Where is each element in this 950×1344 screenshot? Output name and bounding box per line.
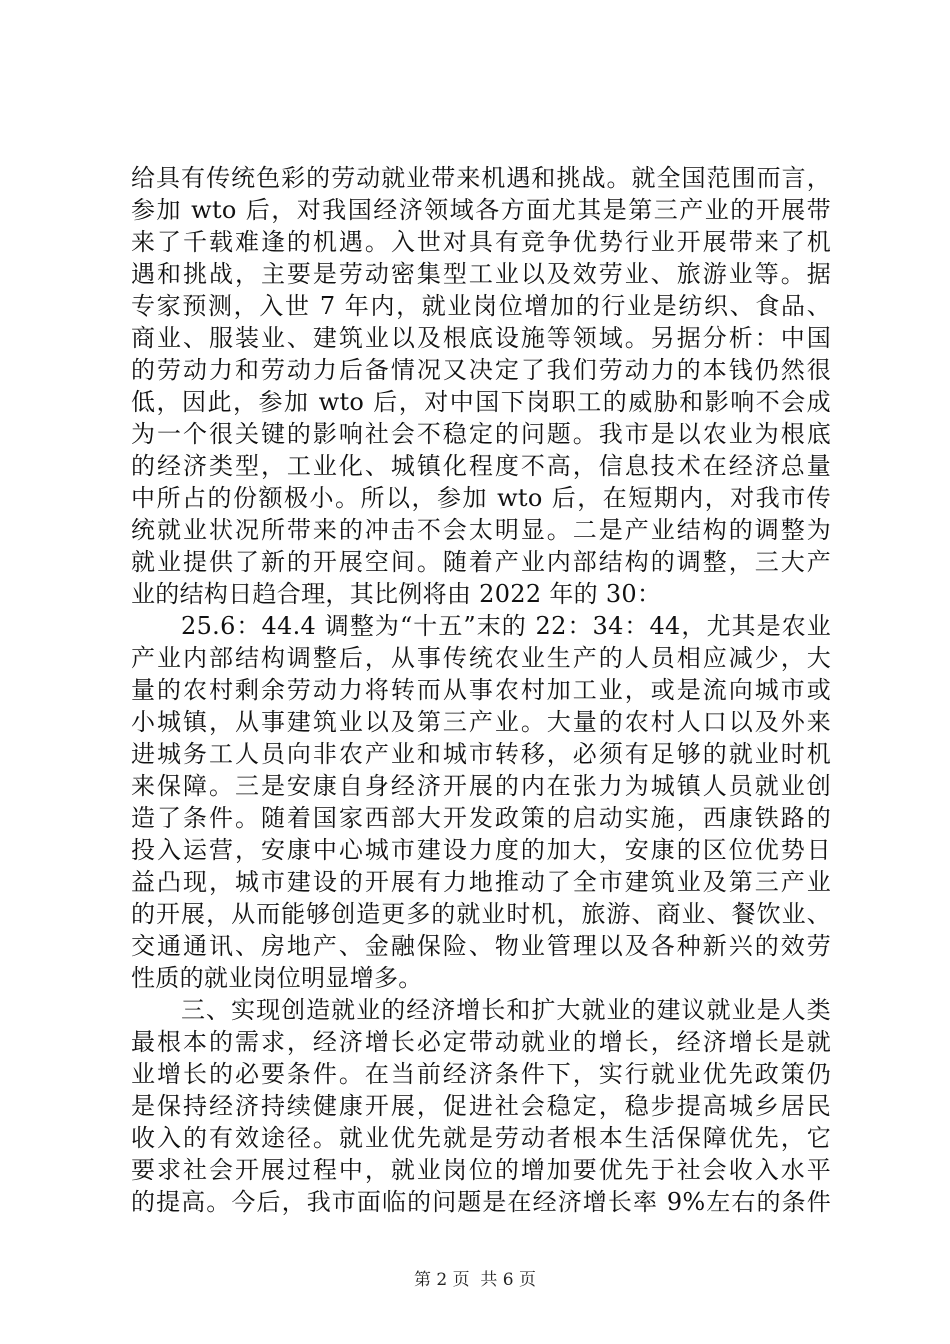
text-line: 中所占的份额极小。所以，参加 wto 后，在短期内，对我市传 bbox=[131, 484, 831, 512]
text-line: 收入的有效途径。就业优先就是劳动者根本生活保障优先，它 bbox=[131, 1124, 831, 1152]
text-line: 三、实现创造就业的经济增长和扩大就业的建议就业是人类 bbox=[181, 996, 831, 1024]
text-line: 是保持经济持续健康开展，促进社会稳定，稳步提高城乡居民 bbox=[131, 1092, 831, 1120]
text-line: 专家预测，入世 7 年内，就业岗位增加的行业是纺织、食品、 bbox=[131, 292, 831, 320]
text-line: 来了千载难逢的机遇。入世对具有竞争优势行业开展带来了机 bbox=[131, 228, 831, 256]
text-line: 来保障。三是安康自身经济开展的内在张力为城镇人员就业创 bbox=[131, 772, 831, 800]
text-line: 25.6：44.4 调整为“十五”末的 22：34：44，尤其是农业 bbox=[181, 612, 831, 640]
text-line: 参加 wto 后，对我国经济领域各方面尤其是第三产业的开展带 bbox=[131, 196, 831, 224]
text-line: 的劳动力和劳动力后备情况又决定了我们劳动力的本钱仍然很 bbox=[131, 356, 831, 384]
text-line: 益凸现，城市建设的开展有力地推动了全市建筑业及第三产业 bbox=[131, 868, 831, 896]
text-line: 就业提供了新的开展空间。随着产业内部结构的调整，三大产 bbox=[131, 548, 831, 576]
text-line: 产业内部结构调整后，从事传统农业生产的人员相应减少，大 bbox=[131, 644, 831, 672]
text-line: 要求社会开展过程中，就业岗位的增加要优先于社会收入水平 bbox=[131, 1156, 831, 1184]
text-line: 统就业状况所带来的冲击不会太明显。二是产业结构的调整为 bbox=[131, 516, 831, 544]
document-body bbox=[131, 162, 831, 1218]
text-line: 造了条件。随着国家西部大开发政策的启动实施，西康铁路的 bbox=[131, 804, 831, 832]
text-line: 给具有传统色彩的劳动就业带来机遇和挑战。就全国范围而言， bbox=[131, 164, 831, 192]
text-line: 的提高。今后，我市面临的问题是在经济增长率 9%左右的条件 bbox=[131, 1188, 831, 1216]
page-total: 共 6 页 bbox=[480, 1270, 537, 1290]
text-line: 小城镇，从事建筑业以及第三产业。大量的农村人口以及外来 bbox=[131, 708, 831, 736]
text-line: 的开展，从而能够创造更多的就业时机，旅游、商业、餐饮业、 bbox=[131, 900, 831, 928]
text-line: 进城务工人员向非农产业和城市转移，必须有足够的就业时机 bbox=[131, 740, 831, 768]
text-line: 的经济类型，工业化、城镇化程度不高，信息技术在经济总量 bbox=[131, 452, 831, 480]
text-line: 交通通讯、房地产、金融保险、物业管理以及各种新兴的效劳 bbox=[131, 932, 831, 960]
page-number: 第 2 页 bbox=[413, 1270, 470, 1290]
text-line: 遇和挑战，主要是劳动密集型工业以及效劳业、旅游业等。据 bbox=[131, 260, 831, 288]
text-line: 性质的就业岗位明显增多。 bbox=[131, 964, 423, 992]
page-footer bbox=[0, 1268, 950, 1292]
footer-separator bbox=[470, 1270, 481, 1290]
text-line: 最根本的需求，经济增长必定带动就业的增长，经济增长是就 bbox=[131, 1028, 831, 1056]
text-line: 投入运营，安康中心城市建设力度的加大，安康的区位优势日 bbox=[131, 836, 831, 864]
text-line: 商业、服装业、建筑业以及根底设施等领域。另据分析：中国 bbox=[131, 324, 831, 352]
text-line: 业的结构日趋合理，其比例将由 2022 年的 30： bbox=[131, 580, 662, 608]
text-line: 量的农村剩余劳动力将转而从事农村加工业，或是流向城市或 bbox=[131, 676, 831, 704]
text-line: 为一个很关键的影响社会不稳定的问题。我市是以农业为根底 bbox=[131, 420, 831, 448]
text-line: 业增长的必要条件。在当前经济条件下，实行就业优先政策仍 bbox=[131, 1060, 831, 1088]
text-line: 低，因此，参加 wto 后，对中国下岗职工的威胁和影响不会成 bbox=[131, 388, 831, 416]
